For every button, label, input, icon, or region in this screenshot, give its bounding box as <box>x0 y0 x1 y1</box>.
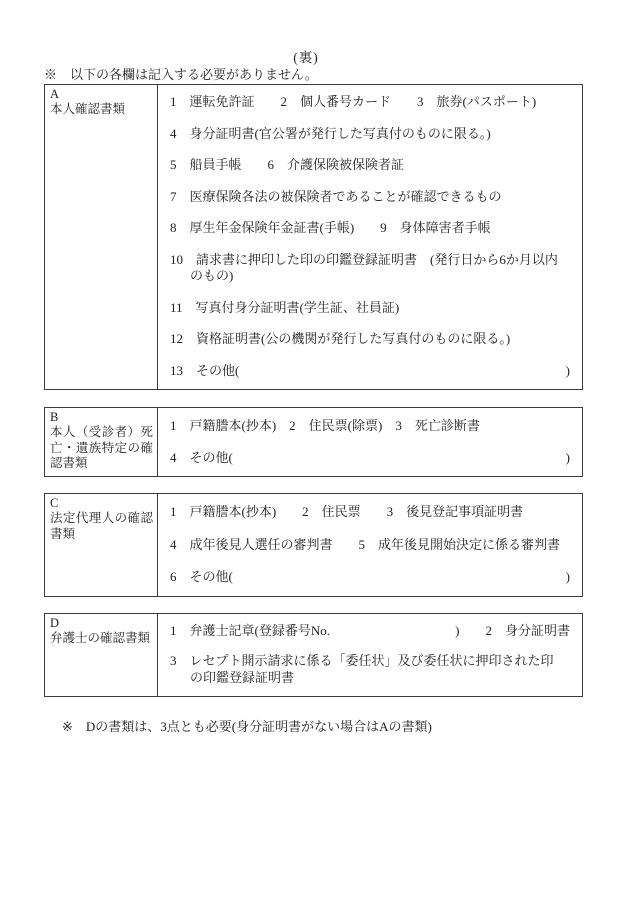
item-tail <box>564 126 570 143</box>
list-item <box>170 363 570 380</box>
list-item <box>170 418 570 435</box>
table-b-label-cell <box>45 408 158 476</box>
list-item <box>170 189 570 206</box>
item-text: 1 運転免許証 2 個人番号カード 3 旅券(パスポート) <box>170 94 537 110</box>
item-tail: ) <box>565 449 570 465</box>
list-item <box>170 653 570 687</box>
table-d-items-cell <box>158 614 582 696</box>
item-tail <box>564 252 570 286</box>
table-c-label-cell <box>45 494 158 596</box>
item-tail: ) <box>565 569 570 585</box>
list-item <box>170 220 570 237</box>
item-text: 1 戸籍謄本(抄本) 2 住民票 3 後見登記事項証明書 <box>170 503 524 519</box>
table-a-section-id: A <box>50 87 60 101</box>
item-tail <box>564 189 570 206</box>
table-c-items-cell <box>158 494 582 596</box>
list-item <box>170 94 570 111</box>
table-b-items-cell <box>158 408 582 476</box>
list-item <box>170 504 570 521</box>
item-text: 10 請求書に押印した印の印鑑登録証明書 (発行日から6か月以内のもの) <box>170 251 558 284</box>
table-a-label-cell <box>45 85 158 389</box>
item-tail <box>564 220 570 237</box>
item-tail: ) <box>565 362 570 378</box>
list-item <box>170 450 570 467</box>
table-b-death-bereaved-documents <box>44 407 583 477</box>
item-tail: ) 2 身分証明書 <box>455 622 570 638</box>
table-c-section-id: C <box>50 496 59 510</box>
list-item <box>170 537 570 554</box>
table-c-legal-representative-documents <box>44 493 583 597</box>
table-d-lawyer-documents <box>44 613 583 697</box>
list-item <box>170 300 570 317</box>
item-tail <box>564 331 570 348</box>
table-b-section-id: B <box>50 410 59 424</box>
bottom-requirement-note: ※ Dの書類は、3点とも必要(身分証明書がない場合はAの書類) <box>62 719 432 734</box>
item-text: 12 資格証明書(公の機関が発行した写真付のものに限る。) <box>170 331 511 347</box>
item-tail <box>564 653 570 687</box>
item-text: 4 成年後見人選任の審判書 5 成年後見開始決定に係る審判書 <box>170 536 561 552</box>
list-item <box>170 569 570 586</box>
list-item <box>170 126 570 143</box>
table-a-identity-documents <box>44 84 583 390</box>
table-a-items-cell <box>158 85 582 389</box>
table-d-section-title: 弁護士の確認書類 <box>50 631 151 645</box>
item-tail <box>564 504 570 521</box>
item-text: 6 その他( <box>170 569 233 585</box>
item-text: 7 医療保険各法の被保険者であることが確認できるもの <box>170 188 502 204</box>
item-text: 5 船員手帳 6 介護保険被保険者証 <box>170 157 405 173</box>
list-item <box>170 623 570 640</box>
list-item <box>170 157 570 174</box>
table-d-label-cell <box>45 614 158 696</box>
item-tail <box>564 157 570 174</box>
item-text: 1 弁護士記章(登録番号No. <box>170 622 330 638</box>
item-text: 8 厚生年金保険年金証書(手帳) 9 身体障害者手帳 <box>170 220 491 236</box>
table-a-section-title: 本人確認書類 <box>50 102 126 116</box>
item-tail <box>564 300 570 317</box>
list-item <box>170 252 570 286</box>
back-side-label: (裏) <box>293 50 319 65</box>
table-b-section-title: 本人（受診者）死亡・遺族特定の確認書類 <box>50 425 153 471</box>
item-text: 4 身分証明書(官公署が発行した写真付のものに限る。) <box>170 125 491 141</box>
item-tail <box>564 418 570 435</box>
item-tail <box>564 94 570 111</box>
table-d-section-id: D <box>50 616 60 630</box>
item-text: 4 その他( <box>170 449 233 465</box>
item-tail <box>564 537 570 554</box>
list-item <box>170 331 570 348</box>
item-text: 1 戸籍謄本(抄本) 2 住民票(除票) 3 死亡診断書 <box>170 417 480 433</box>
item-text: 13 その他( <box>170 362 240 378</box>
table-c-section-title: 法定代理人の確認書類 <box>50 511 153 541</box>
item-text: 3 レセプト開示請求に係る「委任状」及び委任状に押印された印の印鑑登録証明書 <box>170 653 554 686</box>
top-instruction-note: ※ 以下の各欄は記入する必要がありません。 <box>44 67 318 82</box>
item-text: 11 写真付身分証明書(学生証、社員証) <box>170 299 400 315</box>
